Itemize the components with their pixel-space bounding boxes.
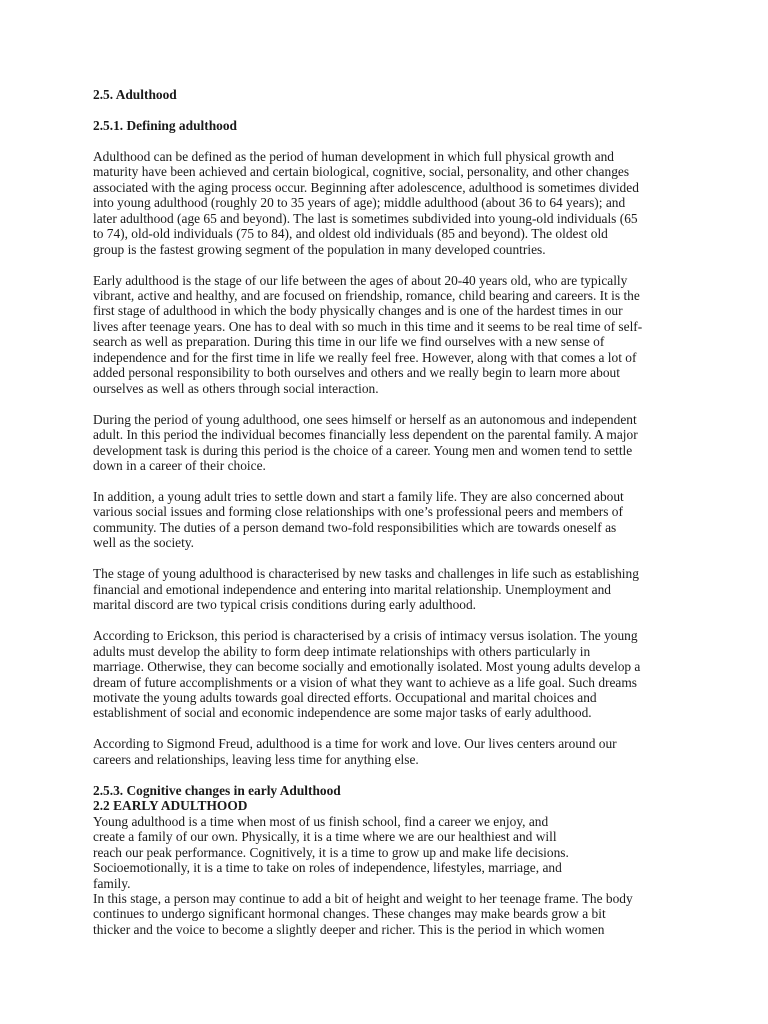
paragraph-definition [93,149,683,257]
text-line: In addition, a young adult tries to settle down and start a family life. They are also concerned about [93,489,624,505]
text-line: adults must develop the ability to form deep intimate relationships with others particularly in [93,643,591,659]
text-line: development task is during this period is the choice of a career. Young men and women tend to settle [93,442,633,458]
text-line: create a family of our own. Physically, it is a time where we are our healthiest and will [93,829,557,845]
text-line: Adulthood can be defined as the period of human development in which full physical growth and [93,148,614,164]
text-line: associated with the aging process occur. Beginning after adolescence, adulthood is sometimes divided [93,179,639,195]
text-line: Socioemotionally, it is a time to take on roles of independence, lifestyles, marriage, and [93,860,562,876]
text-line: maturity have been achieved and certain biological, cognitive, social, personality, and other changes [93,164,630,180]
paragraph-freud [93,736,683,767]
paragraph-early-adulthood-stage [93,273,683,397]
text-line: family. [93,875,131,891]
text-line: During the period of young adulthood, one sees himself or herself as an autonomous and independent [93,411,637,427]
text-line: According to Sigmond Freud, adulthood is a time for work and love. Our lives centers around our [93,736,617,752]
text-line: financial and emotional independence and entering into marital relationship. Unemployment and [93,581,611,597]
text-line: vibrant, active and healthy, and are focused on friendship, romance, child bearing and careers. It is the [93,288,640,304]
text-line: to 74), old-old individuals (75 to 84), and oldest old individuals (85 and beyond). The oldest old [93,226,608,242]
text-line: down in a career of their choice. [93,458,266,474]
paragraph-physical-changes [93,891,683,937]
text-line: establishment of social and economic independence are some major tasks of early adulthood. [93,705,592,721]
text-line: added personal responsibility to both ourselves and others and we really begin to learn more about [93,365,620,381]
text-line: continues to undergo significant hormonal changes. These changes may make beards grow a bit [93,906,606,922]
paragraph-family-life [93,489,683,551]
text-line: motivate the young adults towards goal directed efforts. Occupational and marital choices and [93,690,597,705]
paragraph-autonomy [93,412,683,474]
text-line: thicker and the voice to become a slightly deeper and richer. This is the period in which women [93,921,605,937]
text-line: group is the fastest growing segment of the population in many developed countries. [93,241,546,257]
text-line: The stage of young adulthood is characterised by new tasks and challenges in life such as establishing [93,566,639,582]
text-line: marital discord are two typical crisis conditions during early adulthood. [93,597,477,613]
text-line: Young adulthood is a time when most of us finish school, find a career we enjoy, and [93,813,549,829]
text-line: reach our peak performance. Cognitively, it is a time to grow up and make life decisions. [93,844,569,860]
text-line: adult. In this period the individual becomes financially less dependent on the parental family. A major [93,427,638,443]
text-line: dream of future accomplishments or a vision of what they want to achieve as a life goal. Such dreams [93,674,638,690]
text-line: community. The duties of a person demand two-fold responsibilities which are towards oneself as [93,519,617,535]
subsection-heading-defining-adulthood: 2.5.1. Defining adulthood [93,117,237,133]
subsection-heading-cognitive-changes: 2.5.3. Cognitive changes in early Adulthood [93,782,341,798]
section-heading: 2.5. Adulthood [93,87,177,102]
text-line: marriage. Otherwise, they can become socially and emotionally isolated. Most young adults develop a [93,659,641,675]
subsection-heading-early-adulthood: 2.2 EARLY ADULTHOOD [93,798,248,814]
text-line: various social issues and forming close relationships with one’s professional peers and members of [93,504,623,520]
text-line: lives after teenage years. One has to deal with so much in this time and it seems to be real time of self- [93,318,643,334]
text-line: first stage of adulthood in which the body physically changes and is one of the hardest times in our [93,303,623,319]
text-line: According to Erickson, this period is characterised by a crisis of intimacy versus isolation. The young [93,628,638,644]
text-line: ourselves as well as others through social interaction. [93,380,379,396]
text-line: well as the society. [93,535,195,551]
document-body [93,87,683,937]
paragraph-tasks-challenges [93,566,683,612]
text-line: In this stage, a person may continue to add a bit of height and weight to her teenage frame. The body [93,890,633,906]
text-line: independence and for the first time in life we really feel free. However, along with that comes a lot of [93,349,637,365]
text-line: Early adulthood is the stage of our life between the ages of about 20-40 years old, who are typically [93,272,628,288]
paragraph-erickson [93,628,683,721]
text-line: search as well as preparation. During this time in our life we find ourselves with a new sense of [93,334,605,350]
paragraph-young-adulthood-overview [93,814,683,891]
text-line: into young adulthood (roughly 20 to 35 years of age); middle adulthood (about 36 to 64 years); and [93,195,626,211]
text-line: later adulthood (age 65 and beyond). The last is sometimes subdivided into young-old individuals (65 [93,210,638,226]
text-line: careers and relationships, leaving less time for anything else. [93,751,419,767]
